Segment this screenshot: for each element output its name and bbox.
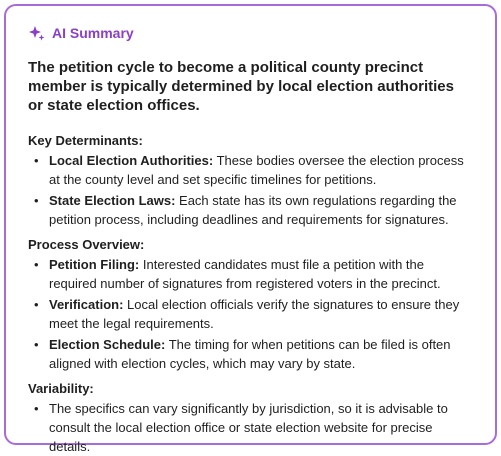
item-term: Election Schedule: bbox=[49, 337, 166, 352]
item-text: Local election officials verify the signatures to ensure they meet the legal requirements. bbox=[49, 297, 460, 331]
section-title: Key Determinants: bbox=[28, 133, 143, 148]
item-text: Each state has its own regulations regarding the petition process, including deadlines and requirements for signatures. bbox=[49, 193, 457, 227]
list-item bbox=[28, 295, 475, 333]
list-item bbox=[28, 399, 475, 456]
bullet-list bbox=[28, 151, 475, 229]
item-text: Interested candidates must file a petition with the required number of signatures from registered voters in the precinct. bbox=[49, 257, 441, 291]
list-item bbox=[28, 191, 475, 229]
section-title: Variability: bbox=[28, 381, 94, 396]
section-title: Process Overview: bbox=[28, 237, 145, 252]
sparkle-icon bbox=[28, 24, 46, 42]
item-term: State Election Laws: bbox=[49, 193, 176, 208]
bullet-list bbox=[28, 399, 475, 456]
list-item bbox=[28, 255, 475, 293]
summary-title: AI Summary bbox=[52, 25, 134, 41]
summary-header bbox=[28, 22, 475, 44]
ai-summary-card bbox=[4, 4, 497, 454]
section-variability bbox=[28, 380, 475, 456]
section-key-determinants bbox=[28, 132, 475, 229]
item-text: The timing for when petitions can be filed is often aligned with election cycles, which may vary by state. bbox=[49, 337, 451, 371]
item-term: Verification: bbox=[49, 297, 124, 312]
item-text: These bodies oversee the election process at the county level and set specific timelines for petitions. bbox=[49, 153, 464, 187]
item-term: Local Election Authorities: bbox=[49, 153, 214, 168]
section-process-overview bbox=[28, 236, 475, 373]
list-item bbox=[28, 335, 475, 373]
item-text: The specifics can vary significantly by jurisdiction, so it is advisable to consult the local election office or state election website for precise details. bbox=[49, 401, 448, 454]
item-term: Petition Filing: bbox=[49, 257, 140, 272]
bullet-list bbox=[28, 255, 475, 373]
summary-headline: The petition cycle to become a political county precinct member is typically determined by local election authorities or state election offices. bbox=[28, 59, 454, 114]
list-item bbox=[28, 151, 475, 189]
